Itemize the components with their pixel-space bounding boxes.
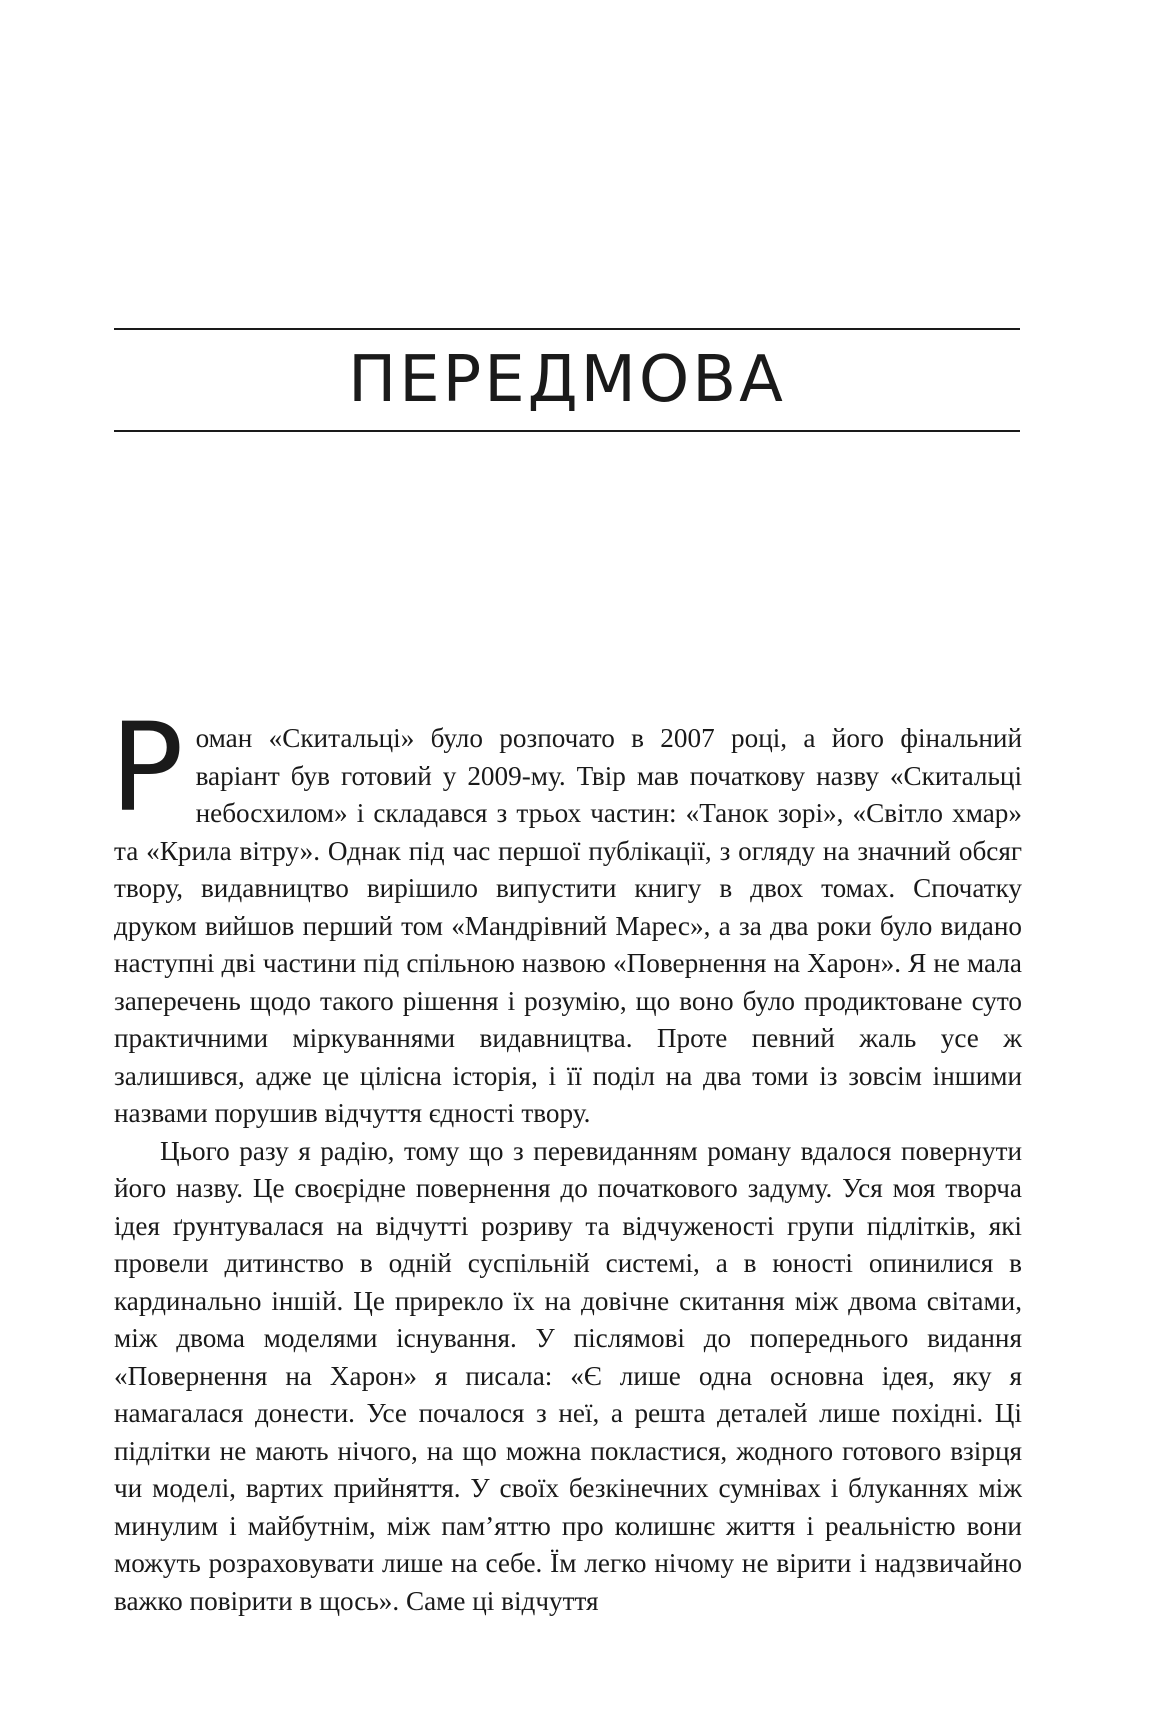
drop-cap: Р xyxy=(110,697,184,839)
title-rule-bottom xyxy=(114,430,1020,432)
paragraph-2 xyxy=(114,1133,1022,1621)
title-rule-top xyxy=(114,328,1020,330)
paragraph-2-text: Цього разу я радію, тому що з перевиданням роману вдалося повернути його назву. Це своєрідне повернення до початкового задуму. Уся моя творча ідея ґрунтувалася на відчутті розриву та відчуженості групи підлітків, які провели дитинство в одній суспільній системі, а в юності опинилися в кардинально іншій. Це прирекло їх на довічне скитання між двома світами, між двома моделями існування. У післямові до попереднього видання «Повернення на Харон» я писала: «Є лише одна основна ідея, яку я намагалася донести. Усе почалося з неї, а решта деталей лише похідні. Ці підлітки не мають нічого, на що можна покластися, жодного готового взірця чи моделі, вартих прийняття. У своїх безкінечних сумнівах і блуканнях між минулим і майбутнім, між пам’яттю про колишнє життя і реальністю вони можуть розраховувати лише на себе. Їм легко нічому не вірити і надзвичайно важко повірити в щось». Саме ці відчуття xyxy=(114,1135,1022,1616)
chapter-title: ПЕРЕДМОВА xyxy=(348,343,786,417)
paragraph-1 xyxy=(110,697,1022,1133)
body-text xyxy=(110,697,1022,1620)
paragraph-1-text: оман «Скитальці» було розпочато в 2007 році, а його фінальний варіант був готовий у 2009-му. Твір мав початкову назву «Скитальці небосхилом» і складався з трьох частин: «Танок зорі», «Світло хмар» та «Крила вітру». Однак під час першої публікації, з огляду на значний обсяг твору, видавництво вирішило випустити книгу в двох томах. Спочатку друком вийшов перший том «Мандрівний Марес», а за два роки було видано наступні дві частини під спільною назвою «Повернення на Харон». Я не мала заперечень щодо такого рішення і розумію, що воно було продиктоване суто практичними міркуваннями видавництва. Проте певний жаль усе ж залишився, адже це цілісна історія, і її поділ на два томи із зовсім іншими назвами порушив відчуття єдності твору. xyxy=(114,723,1022,1128)
